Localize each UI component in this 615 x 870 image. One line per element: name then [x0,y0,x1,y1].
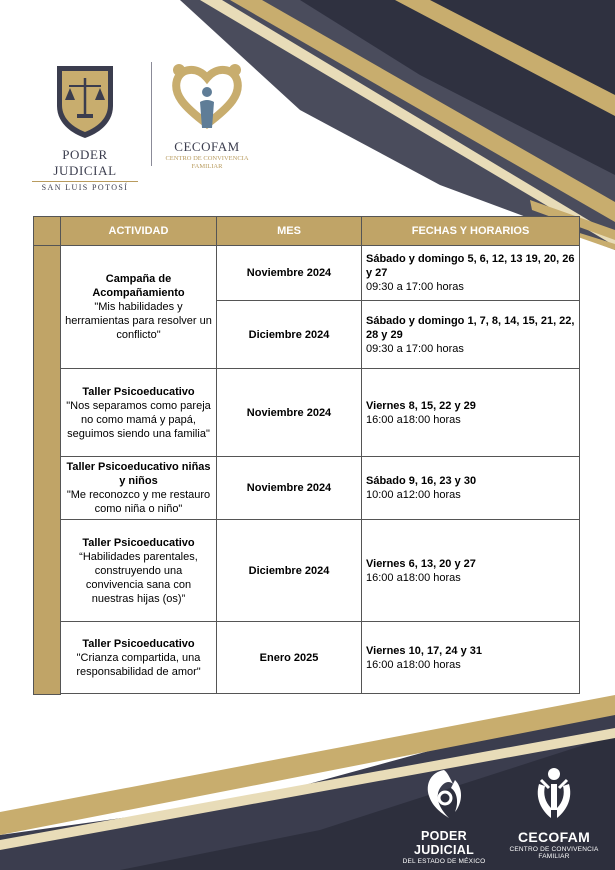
table-row [34,246,580,301]
logo-divider [151,62,152,166]
table-spacer [61,694,580,695]
mes-cell: Enero 2025 [217,622,362,694]
table-row [34,622,580,694]
fechas-dates: Viernes 6, 13, 20 y 27 [366,557,476,570]
header-fechas: FECHAS Y HORARIOS [362,217,580,246]
fechas-horario: 09:30 a 17:00 horas [366,342,464,355]
mes-cell: Noviembre 2024 [217,369,362,457]
poder-judicial-mexico-emblem-icon [419,766,469,824]
footer-left-logo-title: PODER JUDICIAL [413,829,475,857]
table-row [34,457,580,520]
footer-right-logo-subtitle: CENTRO DE CONVIVENCIA FAMILIAR [509,846,599,860]
mes-cell: Noviembre 2024 [217,457,362,520]
actividad-desc: "Nos separamos como pareja no como mamá y papá, seguimos siendo una familia" [66,399,211,440]
fechas-dates: Sábado y domingo 5, 6, 12, 13 19, 20, 26 y 27 [366,253,575,279]
fechas-cell [362,301,580,369]
header-actividad: ACTIVIDAD [61,217,217,246]
header-right-logo-title: CECOFAM [174,139,240,154]
poder-judicial-edomex-logo [394,766,494,865]
table-header-row [34,217,580,246]
table-row [34,520,580,622]
poder-judicial-slp-logo [32,62,138,192]
header-left-logo-subtitle: SAN LUIS POTOSÍ [32,181,138,192]
footer-right-logo-title: CECOFAM [517,829,591,845]
cecofam-logo [160,58,254,171]
actividad-cell [61,246,217,369]
cecofam-figure-icon [529,764,579,824]
fechas-horario: 16:00 a18:00 horas [366,658,461,671]
actividad-cell [61,457,217,520]
table-row [34,369,580,457]
actividad-desc: “Habilidades parentales, construyendo una convivencia sana con nuestras hijas (os)” [79,550,198,605]
fechas-horario: 09:30 a 17:00 horas [366,281,464,293]
cecofam-footer-logo [504,764,604,860]
mes-cell: Noviembre 2024 [217,246,362,301]
header-side-cell [34,217,61,246]
scales-of-justice-shield-icon [53,62,117,140]
actividad-desc: "Crianza compartida, una responsabilidad de amor" [76,651,201,678]
heart-family-icon [167,58,247,132]
header-mes: MES [217,217,362,246]
fechas-dates: Sábado y domingo 1, 7, 8, 14, 15, 21, 22, 28 y 29 [366,314,575,341]
schedule-table [33,216,580,695]
fechas-cell [362,520,580,622]
actividad-cell [61,520,217,622]
actividad-title: Campaña de Acompañamiento [92,273,185,299]
fechas-dates: Viernes 8, 15, 22 y 29 [366,399,476,412]
mes-cell: Diciembre 2024 [217,520,362,622]
actividad-title: Taller Psicoeducativo niñas y niños [66,461,211,487]
fechas-dates: Sábado 9, 16, 23 y 30 [366,475,477,487]
fechas-cell [362,457,580,520]
fechas-horario: 16:00 a18:00 horas [366,571,461,584]
fechas-cell [362,369,580,457]
mes-cell: Diciembre 2024 [217,301,362,369]
footer-left-logo-subtitle: DEL ESTADO DE MÉXICO [402,858,486,865]
actividad-desc: "Mis habilidades y herramientas para resolver un conflicto" [65,301,212,341]
table-spacer-row [34,694,580,695]
table-side-bar [34,246,61,695]
header-right-logo-subtitle-1: CENTRO DE CONVIVENCIA [165,155,249,162]
fechas-cell [362,622,580,694]
header-right-logo-subtitle-2: FAMILIAR [191,163,223,170]
fechas-horario: 10:00 a12:00 horas [366,489,461,501]
actividad-desc: "Me reconozco y me restauro como niña o niño" [66,489,211,515]
actividad-title: Taller Psicoeducativo [82,385,195,398]
fechas-cell [362,246,580,301]
fechas-dates: Viernes 10, 17, 24 y 31 [366,644,482,657]
fechas-horario: 16:00 a18:00 horas [366,413,461,426]
actividad-cell [61,622,217,694]
actividad-cell [61,369,217,457]
header-left-logo-title: PODER JUDICIAL [53,147,117,178]
actividad-title: Taller Psicoeducativo [82,536,195,549]
actividad-title: Taller Psicoeducativo [82,637,195,650]
